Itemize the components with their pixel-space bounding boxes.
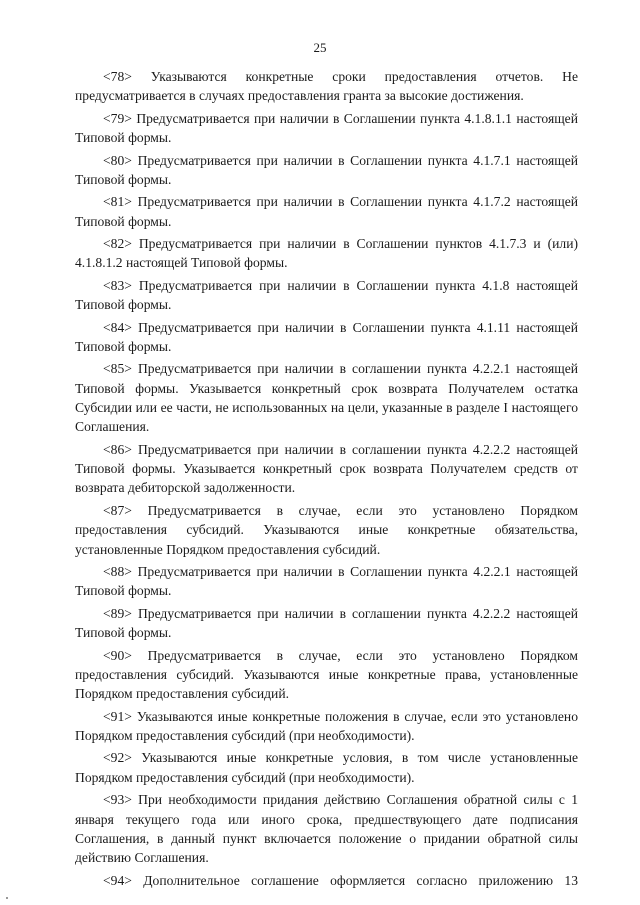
scan-speck bbox=[6, 897, 8, 899]
footnote-85: <85> Предусматривается при наличии в соглашении пункта 4.2.2.1 настоящей Типовой формы. Указывается конкретный срок возврата Получателем остатка Субсидии или ее части, не использованных на цели, указанные в разделе I настоящего Соглашения. bbox=[75, 361, 578, 435]
footnote-81: <81> Предусматривается при наличии в Соглашении пункта 4.1.7.2 настоящей Типовой формы. bbox=[75, 194, 578, 229]
footnote-80: <80> Предусматривается при наличии в Соглашении пункта 4.1.7.1 настоящей Типовой формы. bbox=[75, 152, 578, 187]
footnote-78: <78> Указываются конкретные сроки предоставления отчетов. Не предусматривается в случаях предоставления гранта за высокие достижения. bbox=[75, 69, 578, 104]
footnote-84: <84> Предусматривается при наличии в Соглашении пункта 4.1.11 настоящей Типовой формы. bbox=[75, 319, 578, 354]
footnote-93: <93> При необходимости придания действию Соглашения обратной силы с 1 января текущего года или иного срока, предшествующего дате подписания Соглашения, в данный пункт включается положение о придании обратной силы действию Соглашения. bbox=[75, 792, 578, 866]
footnote-90: <90> Предусматривается в случае, если это установлено Порядком предоставления субсидий. Указываются иные конкретные права, установленные Порядком предоставления субсидий. bbox=[75, 647, 578, 702]
footnote-94: <94> Дополнительное соглашение оформляется согласно приложению 13 bbox=[103, 872, 578, 888]
footnote-92: <92> Указываются иные конкретные условия, в том числе установленные Порядком предоставления субсидий (при необходимости). bbox=[75, 750, 578, 785]
footnote-91: <91> Указываются иные конкретные положения в случае, если это установлено Порядком предоставления субсидий (при необходимости). bbox=[75, 708, 578, 743]
footnotes-list bbox=[75, 67, 578, 893]
footnote-87: <87> Предусматривается в случае, если это установлено Порядком предоставления субсидий. Указываются иные конкретные обязательства, установленные Порядком предоставления субсидий. bbox=[75, 502, 578, 557]
footnote-83: <83> Предусматривается при наличии в Соглашении пункта 4.1.8 настоящей Типовой формы. bbox=[75, 277, 578, 313]
footnote-79: <79> Предусматривается при наличии в Соглашении пункта 4.1.8.1.1 настоящей Типовой формы. bbox=[75, 110, 578, 146]
footnote-86: <86> Предусматривается при наличии в соглашении пункта 4.2.2.2 настоящей Типовой формы. Указывается конкретный срок возврата Получателем средств от возврата дебиторской задолженности. bbox=[75, 441, 578, 496]
footnote-88: <88> Предусматривается при наличии в Соглашении пункта 4.2.2.1 настоящей Типовой формы. bbox=[75, 564, 578, 599]
footnote-89: <89> Предусматривается при наличии в соглашении пункта 4.2.2.2 настоящей Типовой формы. bbox=[75, 605, 578, 641]
footnote-82: <82> Предусматривается при наличии в Соглашении пунктов 4.1.7.3 и (или) 4.1.8.1.2 настоящей Типовой формы. bbox=[75, 236, 578, 271]
page-number: 25 bbox=[313, 40, 327, 55]
